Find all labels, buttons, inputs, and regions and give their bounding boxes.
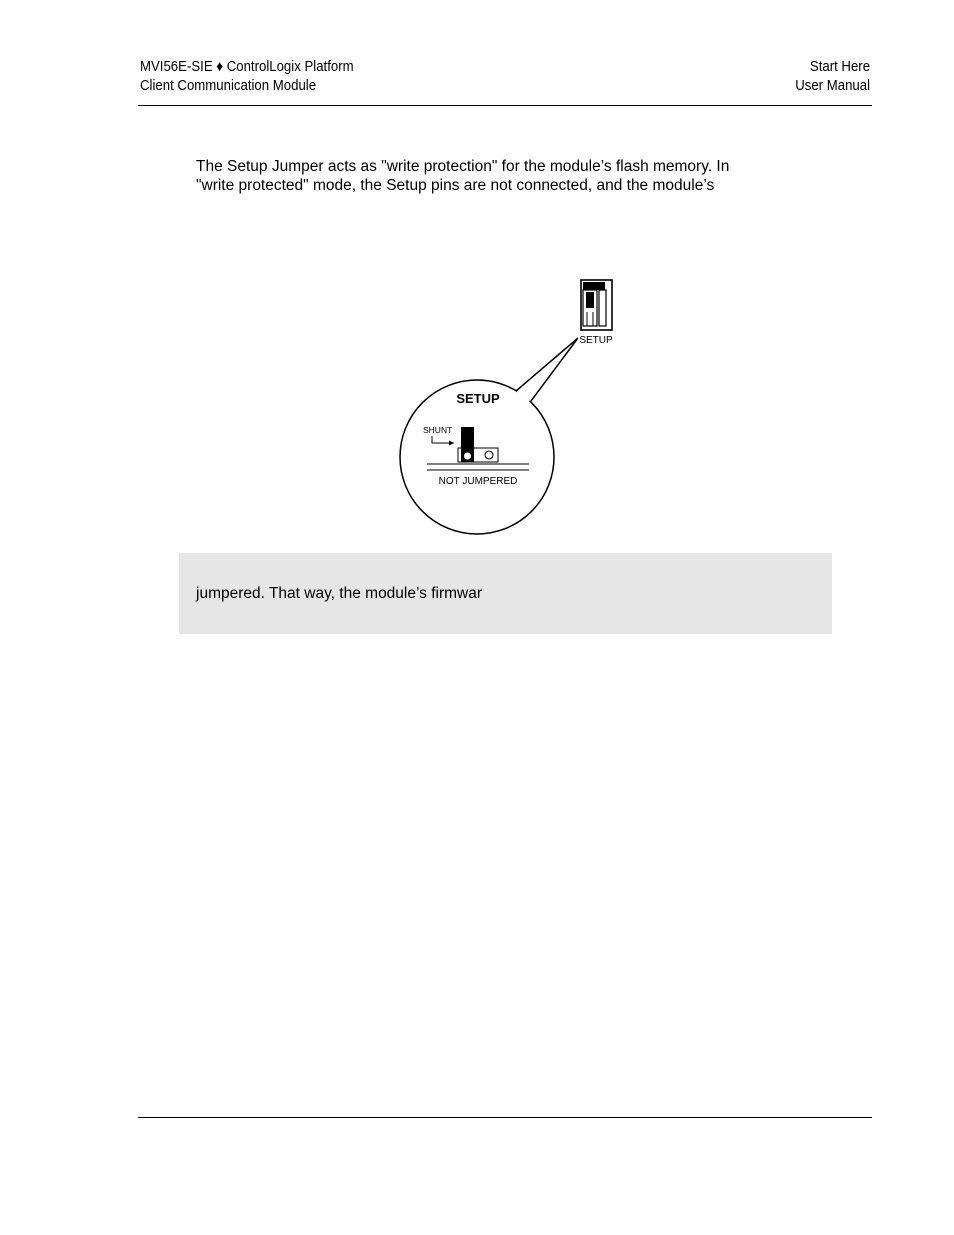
header-divider [138, 105, 872, 106]
header-right [795, 57, 870, 95]
shunt-icon [461, 427, 474, 462]
shunt-label: SHUNT [423, 425, 453, 435]
board-setup-label: SETUP [579, 335, 613, 346]
note-text: jumpered. That way, the module’s firmwar [196, 585, 483, 602]
footer-divider [138, 1117, 872, 1118]
not-jumpered-label: NOT JUMPERED [438, 476, 518, 487]
header-module-name: Client Communication Module [140, 77, 317, 94]
header-left [140, 57, 354, 95]
note-box [179, 553, 832, 634]
header-product-title: MVI56E-SIE ♦ ControlLogix Platform [140, 58, 354, 75]
callout-title: SETUP [456, 391, 500, 406]
callout-bubble [400, 338, 578, 534]
header-doc-type: User Manual [795, 77, 870, 94]
board-jumper-block [581, 280, 612, 330]
body-paragraph: The Setup Jumper acts as "write protection" for the module’s flash memory. In "write protected" mode, the Setup pins are not connected, and the module’s [196, 158, 730, 194]
setup-jumper-diagram [390, 272, 630, 542]
setup-jumper-figure [390, 272, 630, 542]
header-section: Start Here [809, 58, 870, 75]
